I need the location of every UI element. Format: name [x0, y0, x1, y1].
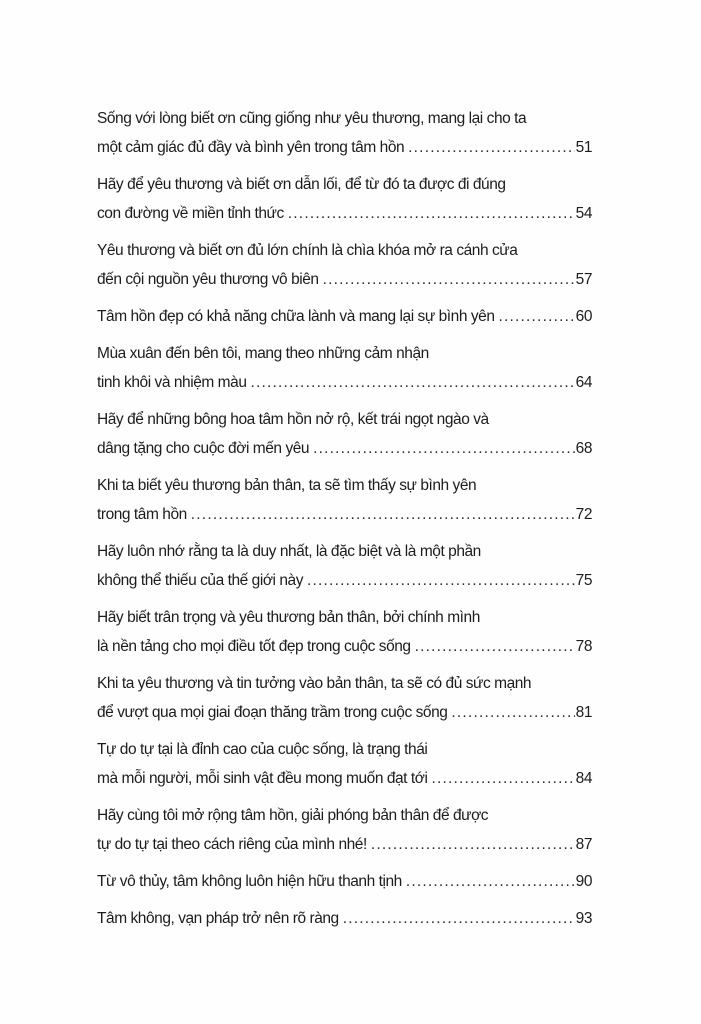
toc-entry-title-line: Khi ta yêu thương và tin tưởng vào bản thân, ta sẽ có đủ sức mạnh: [97, 675, 532, 692]
toc-entry[interactable]: [97, 104, 592, 162]
toc-entry-last-line: [97, 199, 592, 228]
toc-entry-last-line: [97, 830, 592, 859]
page-number: 87: [575, 836, 592, 853]
toc-entry-last-line: [97, 265, 592, 294]
toc-entry[interactable]: [97, 471, 592, 529]
toc-entry[interactable]: [97, 904, 592, 933]
toc-entry-title-line: đến cội nguồn yêu thương vô biên: [97, 271, 319, 288]
page-number: 78: [575, 638, 592, 655]
page-number: 72: [575, 506, 592, 523]
dot-leader: [251, 368, 575, 397]
toc-entry-title-line: để vượt qua mọi giai đoạn thăng trầm trong cuộc sống: [97, 704, 448, 721]
page-number: 54: [575, 205, 592, 222]
toc-entry-title-line: Hãy cùng tôi mở rộng tâm hồn, giải phóng bản thân để được: [97, 807, 489, 824]
toc-entry-last-line: [97, 764, 592, 793]
toc-entry-title-line: Tâm hồn đẹp có khả năng chữa lành và mang lại sự bình yên: [97, 308, 495, 325]
page-number: 57: [575, 271, 592, 288]
toc-entry[interactable]: [97, 669, 592, 727]
toc-entry[interactable]: [97, 603, 592, 661]
toc-entry-title-line: Khi ta biết yêu thương bản thân, ta sẽ tìm thấy sự bình yên: [97, 477, 477, 494]
toc-entry-title-line: không thể thiếu của thế giới này: [97, 572, 304, 589]
toc-entry-title-line: trong tâm hồn: [97, 506, 187, 523]
toc-entry-title-line: Hãy để những bông hoa tâm hồn nở rộ, kết trái ngọt ngào và: [97, 411, 489, 428]
toc-entry-last-line: [97, 368, 592, 397]
table-of-contents: [97, 104, 592, 941]
toc-entry-title-line: Tâm không, vạn pháp trở nên rõ ràng: [97, 910, 339, 927]
toc-entry-title-line: dâng tặng cho cuộc đời mến yêu: [97, 440, 310, 457]
toc-entry[interactable]: [97, 339, 592, 397]
toc-entry[interactable]: [97, 170, 592, 228]
toc-entry[interactable]: [97, 867, 592, 896]
page-number: 84: [575, 770, 592, 787]
page-number: 75: [575, 572, 592, 589]
toc-entry-last-line: [97, 434, 592, 463]
page-number: 68: [575, 440, 592, 457]
page-number: 81: [575, 704, 592, 721]
toc-entry-title-line: con đường về miền tỉnh thức: [97, 205, 284, 222]
toc-entry-title-line: là nền tảng cho mọi điều tốt đẹp trong cuộc sống: [97, 638, 411, 655]
toc-entry[interactable]: [97, 735, 592, 793]
toc-entry-title-line: Mùa xuân đến bên tôi, mang theo những cảm nhận: [97, 345, 429, 362]
page-number: 60: [575, 308, 592, 325]
toc-entry[interactable]: [97, 302, 592, 331]
toc-entry-last-line: [97, 500, 592, 529]
toc-entry-title-line: Tự do tự tại là đỉnh cao của cuộc sống, là trạng thái: [97, 741, 428, 758]
dot-leader: [451, 698, 574, 727]
toc-entry-last-line: [97, 867, 592, 896]
page-number: 90: [575, 873, 592, 890]
dot-leader: [313, 434, 575, 463]
dot-leader: [323, 265, 575, 294]
dot-leader: [415, 632, 575, 661]
toc-entry[interactable]: [97, 537, 592, 595]
toc-entry-title-line: Từ vô thủy, tâm không luôn hiện hữu thanh tịnh: [97, 873, 402, 890]
dot-leader: [371, 830, 575, 859]
toc-entry-title-line: Yêu thương và biết ơn đủ lớn chính là chìa khóa mở ra cánh cửa: [97, 242, 518, 259]
dot-leader: [408, 133, 574, 162]
dot-leader: [191, 500, 575, 529]
toc-entry-title-line: tinh khôi và nhiệm màu: [97, 374, 247, 391]
toc-entry-title-line: Sống với lòng biết ơn cũng giống như yêu thương, mang lại cho ta: [97, 110, 527, 127]
toc-entry-title-line: tự do tự tại theo cách riêng của mình nhé!: [97, 836, 367, 853]
toc-entry[interactable]: [97, 801, 592, 859]
toc-entry-last-line: [97, 904, 592, 933]
page-number: 93: [575, 910, 592, 927]
dot-leader: [307, 566, 575, 595]
toc-entry-title-line: một cảm giác đủ đầy và bình yên trong tâm hồn: [97, 139, 405, 156]
toc-entry-last-line: [97, 566, 592, 595]
toc-entry-title-line: mà mỗi người, mỗi sinh vật đều mong muốn đạt tới: [97, 770, 428, 787]
toc-entry-title-line: Hãy luôn nhớ rằng ta là duy nhất, là đặc biệt và là một phần: [97, 543, 481, 560]
dot-leader: [406, 867, 575, 896]
toc-entry-last-line: [97, 632, 592, 661]
toc-entry[interactable]: [97, 236, 592, 294]
toc-entry-title-line: Hãy để yêu thương và biết ơn dẫn lối, để từ đó ta được đi đúng: [97, 176, 506, 193]
page-number: 64: [575, 374, 592, 391]
toc-entry-last-line: [97, 698, 592, 727]
dot-leader: [499, 302, 575, 331]
dot-leader: [431, 764, 574, 793]
toc-entry-last-line: [97, 302, 592, 331]
dot-leader: [288, 199, 575, 228]
toc-entry[interactable]: [97, 405, 592, 463]
toc-entry-title-line: Hãy biết trân trọng và yêu thương bản thân, bởi chính mình: [97, 609, 480, 626]
dot-leader: [343, 904, 575, 933]
page-number: 51: [575, 139, 592, 156]
toc-entry-last-line: [97, 133, 592, 162]
